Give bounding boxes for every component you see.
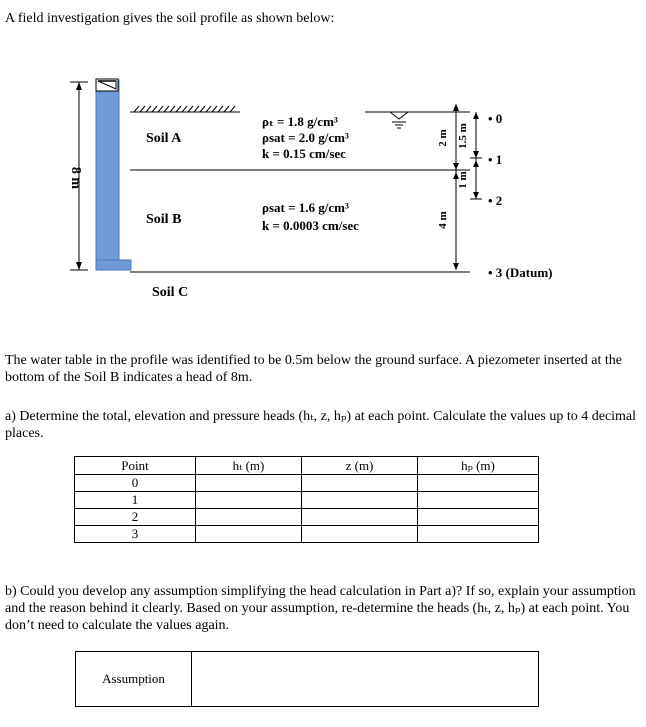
point-cell: 2 xyxy=(75,509,196,526)
pressure-head-cell[interactable] xyxy=(418,526,539,543)
assumption-answer-field[interactable] xyxy=(192,652,538,706)
assumption-label: Assumption xyxy=(76,652,192,706)
table-row xyxy=(75,526,539,543)
pressure-head-cell[interactable] xyxy=(418,475,539,492)
point-cell: 3 xyxy=(75,526,196,543)
dim-1m: 1 m xyxy=(457,171,469,189)
ground-hatch xyxy=(134,106,235,112)
assumption-box xyxy=(75,651,539,707)
total-head-cell[interactable] xyxy=(196,475,302,492)
table-row xyxy=(75,509,539,526)
point-0: • 0 xyxy=(488,111,503,126)
dim-soil-a: 2 m xyxy=(437,129,449,147)
elevation-head-cell[interactable] xyxy=(302,475,418,492)
soil-a-label: Soil A xyxy=(146,131,182,146)
soil-b-k: k = 0.0003 cm/sec xyxy=(262,218,359,233)
dim-soil-b: 4 m xyxy=(437,211,449,229)
point-cell: 0 xyxy=(75,475,196,492)
total-head-cell[interactable] xyxy=(196,526,302,543)
point-1: • 1 xyxy=(488,152,503,167)
pressure-head-cell[interactable] xyxy=(418,492,539,509)
question-b: b) Could you develop any assumption simplifying the head calculation in Part a)? If so, explain your assumption and the reason behind it clearly. Based on your assumption, re-determine the heads (hₜ, z, hₚ) at each point. You don’t need to calculate the values again. xyxy=(5,584,636,633)
col-elevation-head: z (m) xyxy=(302,457,418,475)
table-row xyxy=(75,475,539,492)
pressure-head-cell[interactable] xyxy=(418,509,539,526)
water-table-symbol xyxy=(390,112,408,119)
point-2: • 2 xyxy=(488,193,503,208)
question-a: a) Determine the total, elevation and pressure heads (hₜ, z, hₚ) at each point. Calculate the values up to 4 decimal places. xyxy=(5,409,637,441)
piezometer-tube xyxy=(96,80,119,270)
total-head-cell[interactable] xyxy=(196,492,302,509)
soil-a-k: k = 0.15 cm/sec xyxy=(262,146,346,161)
soil-b-rho-sat: ρsat = 1.6 g/cm³ xyxy=(262,200,349,215)
soil-a-rho-t: ρₜ = 1.8 g/cm³ xyxy=(262,114,338,129)
heads-table xyxy=(74,456,539,543)
intro-text: A field investigation gives the soil profile as shown below: xyxy=(5,11,335,26)
elevation-head-cell[interactable] xyxy=(302,509,418,526)
soil-c-label: Soil C xyxy=(152,285,189,300)
col-total-head: hₜ (m) xyxy=(196,457,302,475)
elevation-head-cell[interactable] xyxy=(302,492,418,509)
soil-a-rho-sat: ρsat = 2.0 g/cm³ xyxy=(262,130,349,145)
col-point: Point xyxy=(75,457,196,475)
soil-profile-diagram xyxy=(0,60,646,310)
point-3: • 3 (Datum) xyxy=(488,265,553,280)
table-row xyxy=(75,492,539,509)
water-table-paragraph: The water table in the profile was identified to be 0.5m below the ground surface. A piezometer inserted at the bottom of the Soil B indicates a head of 8m. xyxy=(5,353,622,385)
col-pressure-head: hₚ (m) xyxy=(418,457,539,475)
total-height-label: 8 m xyxy=(68,166,83,190)
point-cell: 1 xyxy=(75,492,196,509)
total-head-cell[interactable] xyxy=(196,509,302,526)
dim-1-5m: 1.5 m xyxy=(457,123,469,149)
elevation-head-cell[interactable] xyxy=(302,526,418,543)
soil-b-label: Soil B xyxy=(146,212,182,227)
